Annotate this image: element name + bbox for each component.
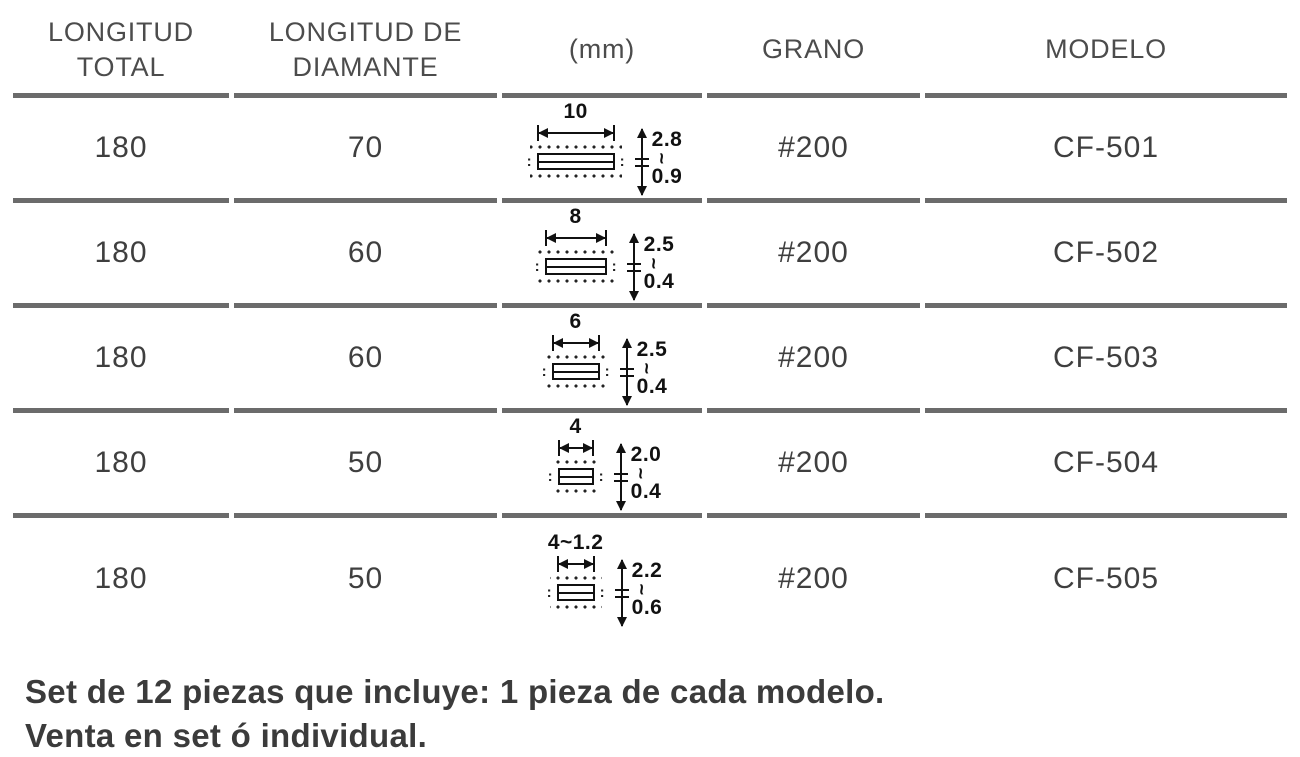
thickness-tick-bottom bbox=[615, 596, 629, 598]
thickness-min-label: 0.9 bbox=[651, 165, 683, 189]
arrow-left-icon bbox=[538, 128, 548, 138]
spec-table bbox=[13, 6, 1287, 640]
arrow-down-icon bbox=[629, 291, 639, 301]
thickness-dimension-group bbox=[614, 444, 662, 510]
side-dots-right: : bbox=[604, 363, 610, 380]
file-dimension-diagram bbox=[522, 101, 683, 195]
arrow-up-icon bbox=[622, 338, 632, 348]
file-dimension-diagram bbox=[530, 206, 675, 300]
thickness-tick-bottom bbox=[635, 165, 649, 167]
thickness-labels bbox=[629, 559, 663, 620]
thickness-max-label: 2.5 bbox=[643, 233, 675, 256]
thickness-max-label: 2.2 bbox=[631, 559, 663, 582]
file-dimension-diagram bbox=[543, 416, 662, 510]
side-dots-right: : bbox=[611, 258, 617, 275]
arrow-up-icon bbox=[637, 128, 647, 138]
thickness-labels bbox=[628, 443, 662, 504]
thickness-labels bbox=[634, 338, 668, 399]
cell-dimension-diagram bbox=[502, 518, 702, 640]
range-tilde-icon: ~ bbox=[634, 361, 658, 376]
diamond-dots-bottom bbox=[551, 489, 601, 493]
cell-dimension-diagram bbox=[502, 413, 702, 518]
thickness-min-label: 0.6 bbox=[631, 596, 663, 620]
thickness-tick-bottom bbox=[620, 375, 634, 377]
file-cross-section bbox=[537, 153, 615, 170]
side-dots-right: : bbox=[598, 468, 604, 485]
diamond-dots-bottom bbox=[538, 279, 614, 283]
cell-modelo: CF-501 bbox=[925, 98, 1287, 203]
cell-modelo: CF-502 bbox=[925, 203, 1287, 308]
cell-grano: #200 bbox=[707, 308, 920, 413]
cross-section-midline bbox=[554, 371, 598, 373]
arrow-up-icon bbox=[616, 443, 626, 453]
cell-grano: #200 bbox=[778, 562, 849, 595]
diamond-dots-bottom bbox=[550, 605, 602, 609]
cell-longitud-total: 180 bbox=[13, 413, 229, 518]
arrow-right-icon bbox=[604, 128, 614, 138]
arrow-right-icon bbox=[589, 338, 599, 348]
cell-modelo: CF-504 bbox=[925, 413, 1287, 518]
diamond-dots-bottom bbox=[545, 384, 607, 388]
cross-section-row bbox=[542, 584, 610, 601]
range-tilde-icon: ~ bbox=[628, 466, 652, 481]
arrow-left-icon bbox=[558, 559, 568, 569]
thickness-dimension-group bbox=[620, 339, 668, 405]
arrow-down-icon bbox=[617, 617, 627, 627]
cell-modelo: CF-503 bbox=[925, 308, 1287, 413]
table-row bbox=[13, 203, 1287, 308]
cross-section-midline bbox=[560, 476, 592, 478]
thickness-tick-top bbox=[614, 473, 628, 475]
thickness-dimension-arrow bbox=[620, 339, 634, 405]
width-dimension-label: 10 bbox=[563, 100, 588, 123]
table-row bbox=[13, 413, 1287, 518]
cell-grano: #200 bbox=[707, 203, 920, 308]
thickness-dimension-group bbox=[635, 129, 683, 195]
thickness-dimension-arrow bbox=[627, 234, 641, 300]
file-cross-section bbox=[558, 468, 594, 485]
arrow-left-icon bbox=[546, 233, 556, 243]
cell-grano: #200 bbox=[707, 413, 920, 518]
arrow-right-icon bbox=[584, 559, 594, 569]
side-dots-right: : bbox=[599, 584, 605, 601]
diagram-plan-view bbox=[542, 532, 610, 613]
cross-section-midline bbox=[539, 161, 613, 163]
thickness-min-label: 0.4 bbox=[643, 270, 675, 294]
diamond-dots-top bbox=[551, 460, 601, 464]
width-dimension-arrow bbox=[557, 556, 595, 572]
cell-modelo: CF-505 bbox=[1052, 562, 1160, 595]
range-tilde-icon: ~ bbox=[629, 582, 653, 597]
column-header-modelo: MODELO bbox=[925, 6, 1287, 98]
cell-longitud-diamante: 70 bbox=[234, 98, 497, 203]
arrow-left-icon bbox=[559, 443, 569, 453]
thickness-tick-top bbox=[635, 158, 649, 160]
side-dots-left: : bbox=[541, 363, 547, 380]
width-dimension-label: 6 bbox=[569, 310, 582, 333]
width-dimension-label: 4~1.2 bbox=[547, 531, 604, 554]
column-header-grano: GRANO bbox=[707, 6, 920, 98]
file-cross-section bbox=[557, 584, 595, 601]
cross-section-row bbox=[543, 468, 609, 485]
arrow-up-icon bbox=[617, 559, 627, 569]
cell-longitud-diamante: 50 bbox=[234, 413, 497, 518]
file-dimension-diagram bbox=[537, 311, 668, 405]
thickness-tick-top bbox=[620, 368, 634, 370]
product-spec-sheet bbox=[0, 6, 1300, 756]
footer-line-1: Set de 12 piezas que incluye: 1 pieza de cada modelo. bbox=[25, 673, 885, 710]
cross-section-midline bbox=[559, 592, 593, 594]
thickness-max-label: 2.5 bbox=[636, 338, 668, 361]
column-header-longitud-diamante: LONGITUD DE DIAMANTE bbox=[234, 6, 497, 98]
diamond-dots-top bbox=[530, 145, 622, 149]
cell-longitud-diamante: 60 bbox=[234, 203, 497, 308]
cell-dimension-diagram bbox=[502, 308, 702, 413]
cell-longitud-diamante: 60 bbox=[234, 308, 497, 413]
footer-note bbox=[25, 670, 1300, 757]
range-tilde-icon: ~ bbox=[649, 151, 673, 166]
cell-longitud-diamante: 50 bbox=[347, 562, 384, 595]
cross-section-row bbox=[530, 258, 622, 275]
thickness-dimension-group bbox=[627, 234, 675, 300]
thickness-min-label: 0.4 bbox=[630, 480, 662, 504]
arrow-right-icon bbox=[583, 443, 593, 453]
thickness-max-label: 2.8 bbox=[651, 128, 683, 151]
diagram-plan-view bbox=[530, 206, 622, 287]
diamond-dots-top bbox=[538, 250, 614, 254]
table-row bbox=[13, 308, 1287, 413]
table-body bbox=[13, 98, 1287, 640]
diamond-dots-top bbox=[545, 355, 607, 359]
diagram-plan-view bbox=[537, 311, 615, 392]
thickness-tick-top bbox=[615, 589, 629, 591]
thickness-tick-bottom bbox=[614, 480, 628, 482]
width-dimension-label: 4 bbox=[569, 415, 582, 438]
side-dots-left: : bbox=[547, 468, 553, 485]
thickness-tick-top bbox=[627, 263, 641, 265]
cell-longitud-total: 180 bbox=[13, 98, 229, 203]
cell-grano: #200 bbox=[707, 98, 920, 203]
diagram-plan-view bbox=[543, 416, 609, 497]
width-dimension-arrow bbox=[545, 230, 607, 246]
table-header-row bbox=[13, 6, 1287, 98]
table-row bbox=[13, 98, 1287, 203]
table-row bbox=[13, 518, 1287, 640]
thickness-max-label: 2.0 bbox=[630, 443, 662, 466]
side-dots-left: : bbox=[526, 153, 532, 170]
diamond-dots-top bbox=[550, 576, 602, 580]
cell-dimension-diagram bbox=[502, 98, 702, 203]
arrow-up-icon bbox=[629, 233, 639, 243]
thickness-dimension-arrow bbox=[615, 560, 629, 626]
thickness-labels bbox=[641, 233, 675, 294]
arrow-right-icon bbox=[596, 233, 606, 243]
thickness-labels bbox=[649, 128, 683, 189]
cross-section-row bbox=[522, 153, 630, 170]
arrow-down-icon bbox=[622, 396, 632, 406]
cross-section-row bbox=[537, 363, 615, 380]
side-dots-left: : bbox=[546, 584, 552, 601]
width-dimension-arrow bbox=[537, 125, 615, 141]
column-header-longitud-total: LONGITUD TOTAL bbox=[13, 6, 229, 98]
diamond-dots-bottom bbox=[530, 174, 622, 178]
thickness-dimension-arrow bbox=[614, 444, 628, 510]
width-dimension-arrow bbox=[558, 440, 594, 456]
thickness-tick-bottom bbox=[627, 270, 641, 272]
diagram-plan-view bbox=[522, 101, 630, 182]
column-header-mm: (mm) bbox=[502, 6, 702, 98]
arrow-down-icon bbox=[637, 186, 647, 196]
file-dimension-diagram bbox=[542, 532, 663, 626]
file-cross-section bbox=[552, 363, 600, 380]
thickness-min-label: 0.4 bbox=[636, 375, 668, 399]
file-cross-section bbox=[545, 258, 607, 275]
cell-longitud-total: 180 bbox=[13, 308, 229, 413]
cell-longitud-total: 180 bbox=[94, 562, 148, 595]
footer-line-2: Venta en set ó individual. bbox=[25, 716, 428, 754]
arrow-down-icon bbox=[616, 501, 626, 511]
cell-dimension-diagram bbox=[502, 203, 702, 308]
width-dimension-arrow bbox=[552, 335, 600, 351]
cell-longitud-total: 180 bbox=[13, 203, 229, 308]
range-tilde-icon: ~ bbox=[641, 256, 665, 271]
thickness-dimension-arrow bbox=[635, 129, 649, 195]
width-dimension-label: 8 bbox=[569, 205, 582, 228]
cross-section-midline bbox=[547, 266, 605, 268]
side-dots-left: : bbox=[534, 258, 540, 275]
side-dots-right: : bbox=[619, 153, 625, 170]
arrow-left-icon bbox=[553, 338, 563, 348]
thickness-dimension-group bbox=[615, 560, 663, 626]
